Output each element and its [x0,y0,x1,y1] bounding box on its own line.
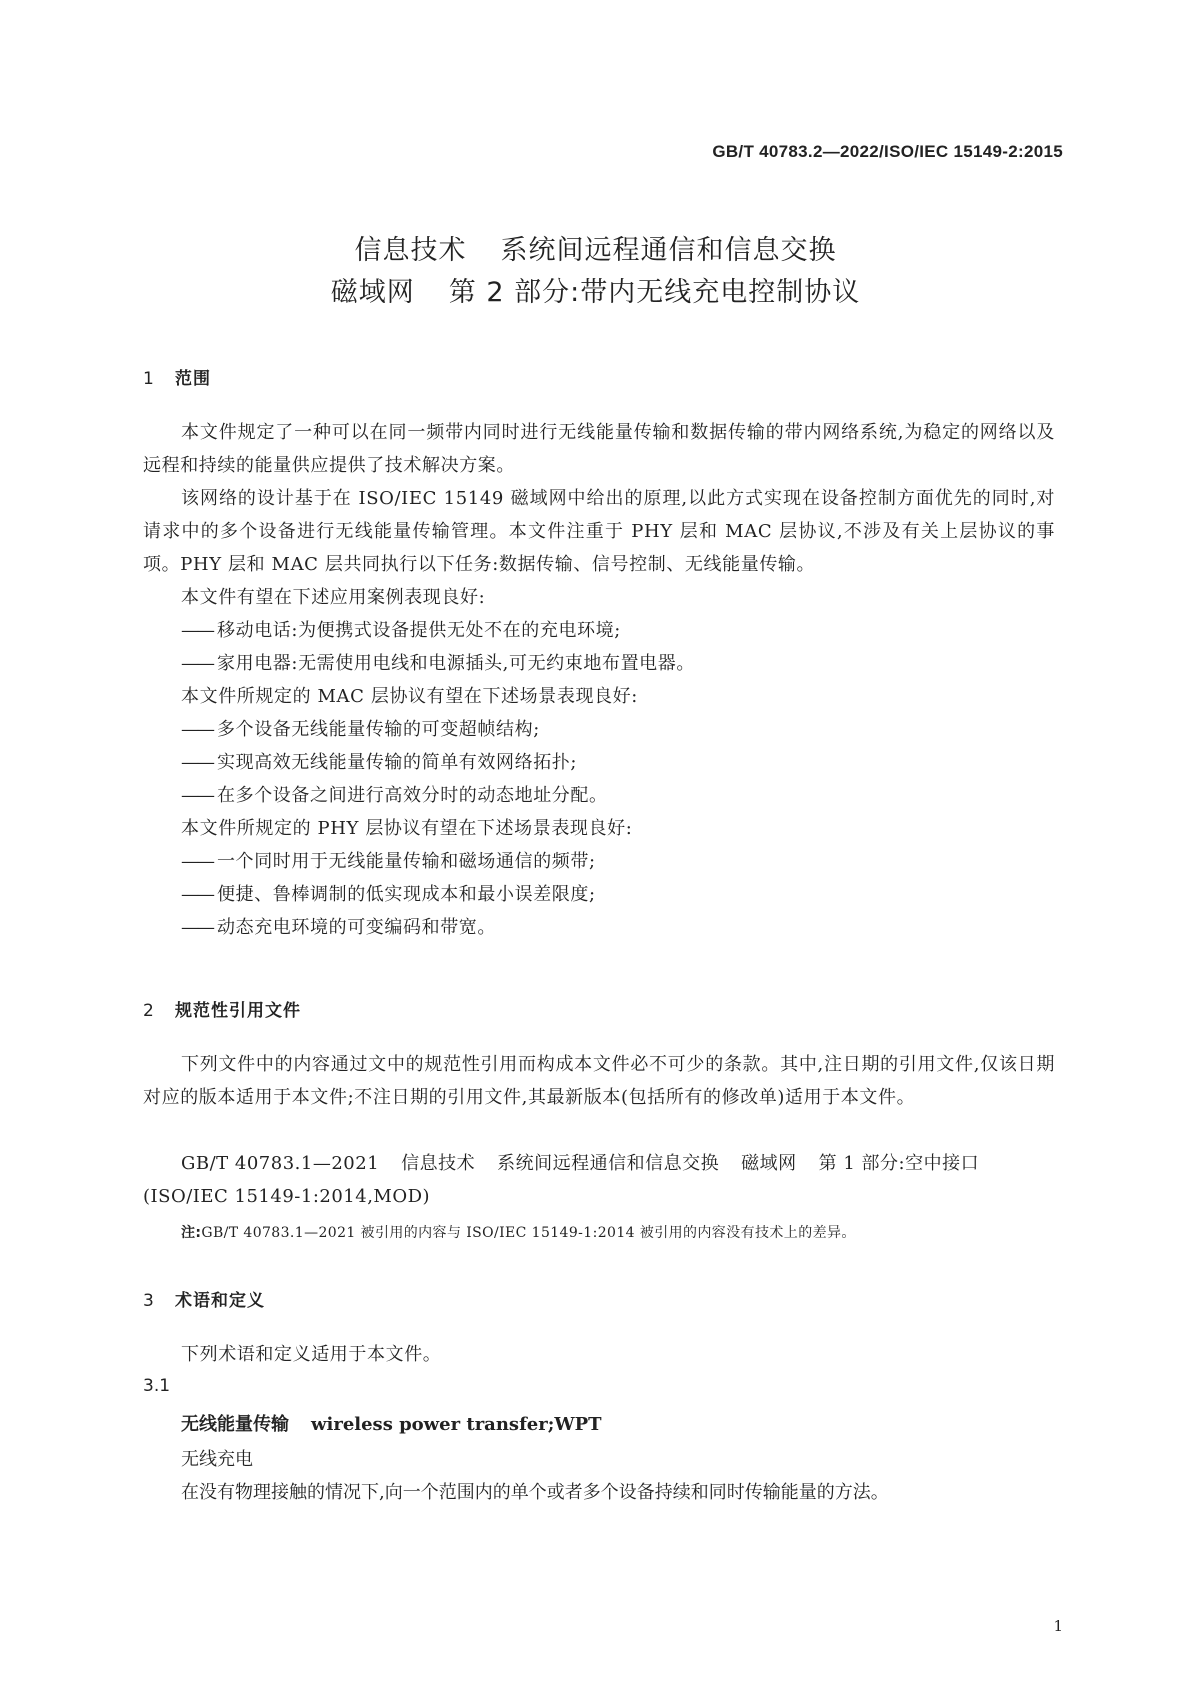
section-2-paragraph-1: 下列文件中的内容通过文中的规范性引用而构成本文件必不可少的条款。其中,注日期的引用文件,仅该日期对应的版本适用于本文件;不注日期的引用文件,其最新版本(包括所有的修改单)适用于本文件。 [143,1054,1055,1108]
note [181,1222,856,1242]
list-item: —— 多个设备无线能量传输的可变超帧结构; [181,719,540,740]
title-line-2 [0,270,1191,309]
section-title: 规范性引用文件 [175,1001,301,1021]
term-chinese: 无线能量传输 [181,1414,289,1435]
list-item: —— 实现高效无线能量传输的简单有效网络拓扑; [181,752,578,773]
document-code: GB/T 40783.2—2022/ISO/IEC 15149-2:2015 [712,142,1063,161]
section-3-heading [143,1286,265,1311]
section-1-paragraph-5: 本文件所规定的 PHY 层协议有望在下述场景表现良好: [181,818,633,839]
title-part-4: 第 2 部分:带内无线充电控制协议 [448,277,861,308]
normative-reference-continued: (ISO/IEC 15149-1:2014,MOD) [143,1186,431,1207]
list-item: —— 动态充电环境的可变编码和带宽。 [181,917,496,938]
list-item: —— 移动电话:为便携式设备提供无处不在的充电环境; [181,620,621,641]
section-number: 3 [143,1291,155,1311]
section-2-heading [143,996,301,1021]
section-1-heading [143,364,211,389]
section-1-paragraph-2: 该网络的设计基于在 ISO/IEC 15149 磁域网中给出的原理,以此方式实现在设备控制方面优先的同时,对请求中的多个设备进行无线能量传输管理。本文件注重于 PHY 层和 MAC 层协议,不涉及有关上层协议的事项。PHY 层和 MAC 层共同执行以下任务:数据传输、信号控制、无线能量传输。 [143,488,1055,575]
title-line-1 [0,228,1191,267]
term-entry [181,1410,602,1436]
term-english: wireless power transfer;WPT [311,1414,602,1435]
term-number: 3.1 [143,1376,171,1396]
page-number: 1 [1053,1617,1063,1635]
term-definition: 在没有物理接触的情况下,向一个范围内的单个或者多个设备持续和同时传输能量的方法。 [181,1482,889,1503]
note-label: 注: [181,1225,202,1241]
section-number: 2 [143,1001,155,1021]
section-title: 范围 [175,369,211,389]
list-item: —— 在多个设备之间进行高效分时的动态地址分配。 [181,785,608,806]
section-1-paragraph-1: 本文件规定了一种可以在同一频带内同时进行无线能量传输和数据传输的带内网络系统,为稳定的网络以及远程和持续的能量供应提供了技术解决方案。 [143,422,1055,476]
list-item: —— 便捷、鲁棒调制的低实现成本和最小误差限度; [181,884,596,905]
note-text: GB/T 40783.1—2021 被引用的内容与 ISO/IEC 15149-1:2014 被引用的内容没有技术上的差异。 [201,1225,856,1241]
normative-reference: GB/T 40783.1—2021 信息技术 系统间远程通信和信息交换 磁域网 第 1 部分:空中接口 [181,1153,980,1174]
section-title: 术语和定义 [175,1291,265,1311]
section-3-paragraph-1: 下列术语和定义适用于本文件。 [181,1344,442,1365]
title-part-3: 磁域网 [330,277,415,308]
term-synonym: 无线充电 [181,1449,253,1470]
title-part-2: 系统间远程通信和信息交换 [500,235,837,266]
section-number: 1 [143,369,155,389]
section-1-paragraph-3: 本文件有望在下述应用案例表现良好: [181,587,486,608]
list-item: —— 家用电器:无需使用电线和电源插头,可无约束地布置电器。 [181,653,695,674]
title-part-1: 信息技术 [354,235,467,266]
list-item: —— 一个同时用于无线能量传输和磁场通信的频带; [181,851,596,872]
section-1-paragraph-4: 本文件所规定的 MAC 层协议有望在下述场景表现良好: [181,686,638,707]
